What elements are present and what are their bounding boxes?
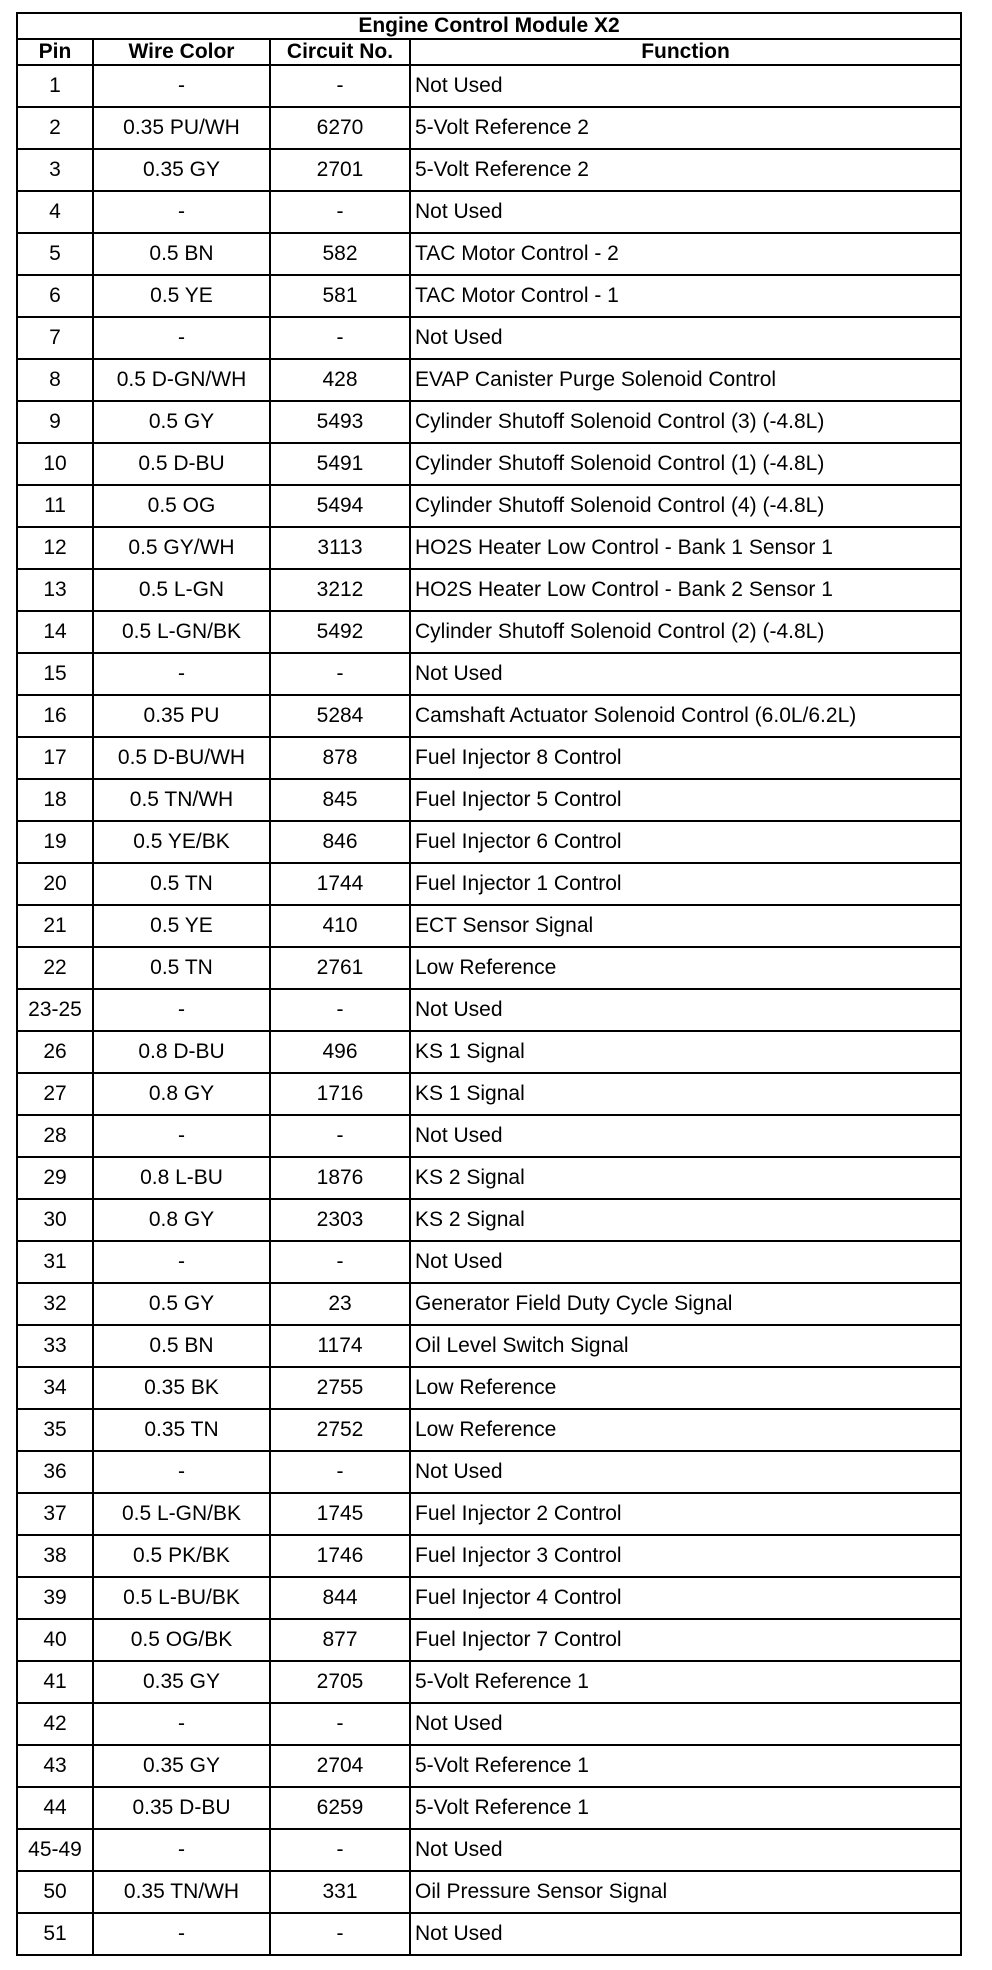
circuit-no-cell: 5284 — [270, 695, 410, 737]
function-cell: Fuel Injector 4 Control — [410, 1577, 961, 1619]
table-row — [17, 1241, 961, 1283]
function-cell: HO2S Heater Low Control - Bank 2 Sensor 1 — [410, 569, 961, 611]
circuit-no-cell: - — [270, 1703, 410, 1745]
function-cell: 5-Volt Reference 1 — [410, 1745, 961, 1787]
table-row — [17, 695, 961, 737]
table-body — [17, 65, 961, 1955]
function-cell: Oil Pressure Sensor Signal — [410, 1871, 961, 1913]
table-row — [17, 737, 961, 779]
table-row — [17, 1745, 961, 1787]
function-cell: Not Used — [410, 191, 961, 233]
circuit-no-cell: 3113 — [270, 527, 410, 569]
circuit-no-cell: 1716 — [270, 1073, 410, 1115]
pin-cell: 11 — [17, 485, 93, 527]
pin-cell: 1 — [17, 65, 93, 107]
circuit-no-cell: - — [270, 65, 410, 107]
pin-cell: 10 — [17, 443, 93, 485]
table-row — [17, 527, 961, 569]
wire-color-cell: 0.5 BN — [93, 1325, 270, 1367]
table-row — [17, 107, 961, 149]
table-row — [17, 1409, 961, 1451]
circuit-no-cell: 331 — [270, 1871, 410, 1913]
table-row — [17, 1493, 961, 1535]
table-row — [17, 1619, 961, 1661]
wire-color-cell: - — [93, 653, 270, 695]
wire-color-cell: 0.35 GY — [93, 1745, 270, 1787]
table-row — [17, 1703, 961, 1745]
circuit-no-cell: 5493 — [270, 401, 410, 443]
circuit-no-cell: 1876 — [270, 1157, 410, 1199]
header-circuit-no: Circuit No. — [270, 39, 410, 65]
wire-color-cell: 0.5 L-BU/BK — [93, 1577, 270, 1619]
table-row — [17, 1073, 961, 1115]
wire-color-cell: 0.5 GY — [93, 1283, 270, 1325]
wire-color-cell: 0.35 TN/WH — [93, 1871, 270, 1913]
wire-color-cell: 0.8 GY — [93, 1199, 270, 1241]
table-row — [17, 401, 961, 443]
table-row — [17, 317, 961, 359]
wire-color-cell: - — [93, 1241, 270, 1283]
circuit-no-cell: 2752 — [270, 1409, 410, 1451]
pin-cell: 44 — [17, 1787, 93, 1829]
circuit-no-cell: 2705 — [270, 1661, 410, 1703]
table-row — [17, 1115, 961, 1157]
wire-color-cell: 0.5 GY — [93, 401, 270, 443]
pin-cell: 9 — [17, 401, 93, 443]
wire-color-cell: 0.5 PK/BK — [93, 1535, 270, 1577]
pin-cell: 50 — [17, 1871, 93, 1913]
pin-cell: 34 — [17, 1367, 93, 1409]
table-row — [17, 1157, 961, 1199]
pin-cell: 8 — [17, 359, 93, 401]
pin-cell: 12 — [17, 527, 93, 569]
pin-cell: 21 — [17, 905, 93, 947]
pin-cell: 40 — [17, 1619, 93, 1661]
function-cell: Generator Field Duty Cycle Signal — [410, 1283, 961, 1325]
table-row — [17, 947, 961, 989]
table-row — [17, 1535, 961, 1577]
pin-cell: 22 — [17, 947, 93, 989]
circuit-no-cell: 428 — [270, 359, 410, 401]
header-function: Function — [410, 39, 961, 65]
table-row — [17, 1325, 961, 1367]
header-row — [17, 39, 961, 65]
wire-color-cell: 0.5 D-GN/WH — [93, 359, 270, 401]
function-cell: KS 2 Signal — [410, 1199, 961, 1241]
pin-cell: 39 — [17, 1577, 93, 1619]
function-cell: 5-Volt Reference 2 — [410, 149, 961, 191]
pin-cell: 37 — [17, 1493, 93, 1535]
circuit-no-cell: 877 — [270, 1619, 410, 1661]
wire-color-cell: 0.35 TN — [93, 1409, 270, 1451]
function-cell: Cylinder Shutoff Solenoid Control (2) (-4.8L) — [410, 611, 961, 653]
table-row — [17, 1199, 961, 1241]
function-cell: Low Reference — [410, 947, 961, 989]
pin-cell: 30 — [17, 1199, 93, 1241]
table-row — [17, 1367, 961, 1409]
table-row — [17, 989, 961, 1031]
wire-color-cell: 0.35 PU/WH — [93, 107, 270, 149]
function-cell: Fuel Injector 2 Control — [410, 1493, 961, 1535]
pin-cell: 13 — [17, 569, 93, 611]
circuit-no-cell: - — [270, 317, 410, 359]
wire-color-cell: 0.5 TN — [93, 863, 270, 905]
wire-color-cell: 0.5 YE — [93, 275, 270, 317]
wire-color-cell: 0.35 BK — [93, 1367, 270, 1409]
function-cell: KS 2 Signal — [410, 1157, 961, 1199]
pin-cell: 36 — [17, 1451, 93, 1493]
wire-color-cell: 0.5 D-BU/WH — [93, 737, 270, 779]
wire-color-cell: 0.35 D-BU — [93, 1787, 270, 1829]
table-row — [17, 443, 961, 485]
function-cell: 5-Volt Reference 1 — [410, 1787, 961, 1829]
table-row — [17, 1829, 961, 1871]
wire-color-cell: 0.5 TN — [93, 947, 270, 989]
table-row — [17, 653, 961, 695]
table-row — [17, 1787, 961, 1829]
pin-cell: 17 — [17, 737, 93, 779]
circuit-no-cell: 844 — [270, 1577, 410, 1619]
function-cell: Cylinder Shutoff Solenoid Control (4) (-4.8L) — [410, 485, 961, 527]
function-cell: Not Used — [410, 1703, 961, 1745]
pin-cell: 27 — [17, 1073, 93, 1115]
function-cell: Not Used — [410, 1913, 961, 1955]
function-cell: Low Reference — [410, 1409, 961, 1451]
function-cell: Fuel Injector 7 Control — [410, 1619, 961, 1661]
header-wire-color: Wire Color — [93, 39, 270, 65]
pin-cell: 42 — [17, 1703, 93, 1745]
circuit-no-cell: - — [270, 1451, 410, 1493]
circuit-no-cell: - — [270, 1829, 410, 1871]
circuit-no-cell: 581 — [270, 275, 410, 317]
wire-color-cell: 0.5 YE/BK — [93, 821, 270, 863]
function-cell: ECT Sensor Signal — [410, 905, 961, 947]
function-cell: 5-Volt Reference 1 — [410, 1661, 961, 1703]
circuit-no-cell: 582 — [270, 233, 410, 275]
function-cell: Not Used — [410, 1241, 961, 1283]
wire-color-cell: - — [93, 1115, 270, 1157]
wire-color-cell: 0.8 L-BU — [93, 1157, 270, 1199]
pin-cell: 28 — [17, 1115, 93, 1157]
wire-color-cell: - — [93, 1913, 270, 1955]
circuit-no-cell: 1746 — [270, 1535, 410, 1577]
function-cell: HO2S Heater Low Control - Bank 1 Sensor 1 — [410, 527, 961, 569]
pin-cell: 29 — [17, 1157, 93, 1199]
circuit-no-cell: 878 — [270, 737, 410, 779]
circuit-no-cell: 5492 — [270, 611, 410, 653]
function-cell: Cylinder Shutoff Solenoid Control (3) (-4.8L) — [410, 401, 961, 443]
circuit-no-cell: 3212 — [270, 569, 410, 611]
pin-cell: 51 — [17, 1913, 93, 1955]
pin-cell: 16 — [17, 695, 93, 737]
circuit-no-cell: 2303 — [270, 1199, 410, 1241]
wire-color-cell: 0.8 GY — [93, 1073, 270, 1115]
wire-color-cell: 0.35 GY — [93, 149, 270, 191]
table-row — [17, 149, 961, 191]
header-pin: Pin — [17, 39, 93, 65]
table-title: Engine Control Module X2 — [17, 13, 961, 39]
table-row — [17, 359, 961, 401]
wire-color-cell: 0.5 TN/WH — [93, 779, 270, 821]
table-row — [17, 1451, 961, 1493]
circuit-no-cell: 845 — [270, 779, 410, 821]
circuit-no-cell: 6259 — [270, 1787, 410, 1829]
pin-cell: 2 — [17, 107, 93, 149]
wire-color-cell: - — [93, 1829, 270, 1871]
pin-cell: 45-49 — [17, 1829, 93, 1871]
function-cell: Fuel Injector 5 Control — [410, 779, 961, 821]
pin-cell: 35 — [17, 1409, 93, 1451]
pin-cell: 23-25 — [17, 989, 93, 1031]
pin-cell: 41 — [17, 1661, 93, 1703]
circuit-no-cell: - — [270, 989, 410, 1031]
circuit-no-cell: 1174 — [270, 1325, 410, 1367]
wire-color-cell: 0.5 GY/WH — [93, 527, 270, 569]
function-cell: EVAP Canister Purge Solenoid Control — [410, 359, 961, 401]
function-cell: Not Used — [410, 1115, 961, 1157]
pin-cell: 32 — [17, 1283, 93, 1325]
wire-color-cell: - — [93, 1451, 270, 1493]
function-cell: TAC Motor Control - 2 — [410, 233, 961, 275]
pin-cell: 33 — [17, 1325, 93, 1367]
function-cell: Fuel Injector 3 Control — [410, 1535, 961, 1577]
circuit-no-cell: - — [270, 1241, 410, 1283]
function-cell: Fuel Injector 6 Control — [410, 821, 961, 863]
circuit-no-cell: 1745 — [270, 1493, 410, 1535]
pin-cell: 43 — [17, 1745, 93, 1787]
circuit-no-cell: - — [270, 1913, 410, 1955]
wire-color-cell: 0.5 BN — [93, 233, 270, 275]
table-row — [17, 1031, 961, 1073]
pin-cell: 26 — [17, 1031, 93, 1073]
pin-cell: 18 — [17, 779, 93, 821]
pin-cell: 31 — [17, 1241, 93, 1283]
circuit-no-cell: 1744 — [270, 863, 410, 905]
pin-cell: 19 — [17, 821, 93, 863]
wire-color-cell: 0.8 D-BU — [93, 1031, 270, 1073]
wire-color-cell: - — [93, 65, 270, 107]
table-row — [17, 1283, 961, 1325]
circuit-no-cell: - — [270, 1115, 410, 1157]
circuit-no-cell: 2704 — [270, 1745, 410, 1787]
wire-color-cell: - — [93, 989, 270, 1031]
circuit-no-cell: 410 — [270, 905, 410, 947]
wire-color-cell: - — [93, 1703, 270, 1745]
table-row — [17, 779, 961, 821]
function-cell: KS 1 Signal — [410, 1031, 961, 1073]
wire-color-cell: 0.35 PU — [93, 695, 270, 737]
circuit-no-cell: 846 — [270, 821, 410, 863]
pin-cell: 7 — [17, 317, 93, 359]
circuit-no-cell: - — [270, 653, 410, 695]
wire-color-cell: 0.5 OG/BK — [93, 1619, 270, 1661]
function-cell: 5-Volt Reference 2 — [410, 107, 961, 149]
table-row — [17, 905, 961, 947]
table-row — [17, 1577, 961, 1619]
pin-cell: 14 — [17, 611, 93, 653]
function-cell: Fuel Injector 8 Control — [410, 737, 961, 779]
table-row — [17, 65, 961, 107]
title-row — [17, 13, 961, 39]
pin-cell: 6 — [17, 275, 93, 317]
table-row — [17, 1661, 961, 1703]
pin-cell: 38 — [17, 1535, 93, 1577]
function-cell: TAC Motor Control - 1 — [410, 275, 961, 317]
table-row — [17, 275, 961, 317]
pin-cell: 4 — [17, 191, 93, 233]
circuit-no-cell: 2701 — [270, 149, 410, 191]
circuit-no-cell: 2755 — [270, 1367, 410, 1409]
wire-color-cell: - — [93, 317, 270, 359]
function-cell: Not Used — [410, 989, 961, 1031]
table-row — [17, 569, 961, 611]
function-cell: Oil Level Switch Signal — [410, 1325, 961, 1367]
table-row — [17, 1871, 961, 1913]
function-cell: Cylinder Shutoff Solenoid Control (1) (-4.8L) — [410, 443, 961, 485]
circuit-no-cell: 496 — [270, 1031, 410, 1073]
circuit-no-cell: - — [270, 191, 410, 233]
function-cell: Not Used — [410, 65, 961, 107]
function-cell: Fuel Injector 1 Control — [410, 863, 961, 905]
wire-color-cell: 0.5 L-GN/BK — [93, 611, 270, 653]
table-row — [17, 191, 961, 233]
wire-color-cell: 0.5 D-BU — [93, 443, 270, 485]
function-cell: Camshaft Actuator Solenoid Control (6.0L/6.2L) — [410, 695, 961, 737]
wire-color-cell: 0.5 OG — [93, 485, 270, 527]
circuit-no-cell: 23 — [270, 1283, 410, 1325]
table-row — [17, 863, 961, 905]
table-row — [17, 233, 961, 275]
table-row — [17, 611, 961, 653]
pinout-table — [16, 12, 962, 1956]
wire-color-cell: 0.5 YE — [93, 905, 270, 947]
circuit-no-cell: 5491 — [270, 443, 410, 485]
pin-cell: 20 — [17, 863, 93, 905]
pin-cell: 5 — [17, 233, 93, 275]
wire-color-cell: 0.35 GY — [93, 1661, 270, 1703]
function-cell: Not Used — [410, 1451, 961, 1493]
circuit-no-cell: 6270 — [270, 107, 410, 149]
pin-cell: 3 — [17, 149, 93, 191]
function-cell: Not Used — [410, 317, 961, 359]
circuit-no-cell: 2761 — [270, 947, 410, 989]
function-cell: Not Used — [410, 653, 961, 695]
wire-color-cell: 0.5 L-GN/BK — [93, 1493, 270, 1535]
table-row — [17, 485, 961, 527]
wire-color-cell: - — [93, 191, 270, 233]
function-cell: Low Reference — [410, 1367, 961, 1409]
pin-cell: 15 — [17, 653, 93, 695]
table-row — [17, 821, 961, 863]
wire-color-cell: 0.5 L-GN — [93, 569, 270, 611]
circuit-no-cell: 5494 — [270, 485, 410, 527]
table-row — [17, 1913, 961, 1955]
function-cell: Not Used — [410, 1829, 961, 1871]
function-cell: KS 1 Signal — [410, 1073, 961, 1115]
